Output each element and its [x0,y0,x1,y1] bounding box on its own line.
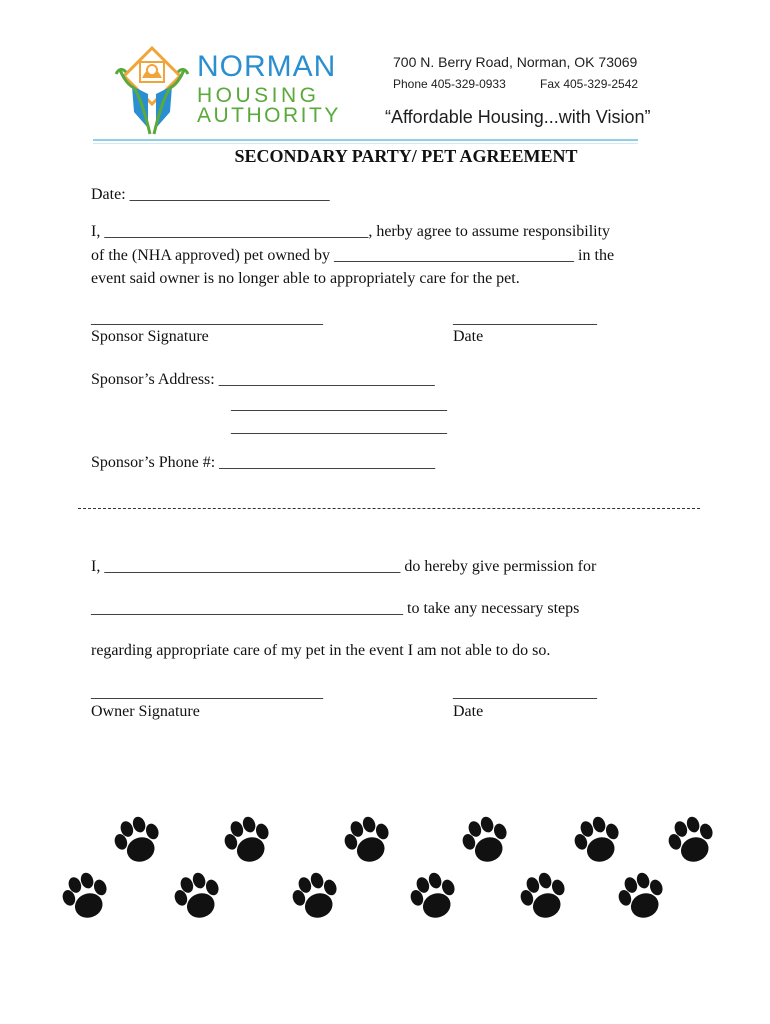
paw-print-icon [57,868,114,925]
owner-signature-field[interactable]: _____________________________ [91,684,323,701]
paw-print-icon [613,868,670,925]
sponsor-address-line2[interactable]: ___________________________ [231,396,447,413]
org-address: 700 N. Berry Road, Norman, OK 73069 [393,54,638,70]
owner-date-field[interactable]: __________________ [453,684,597,701]
paw-print-icon [515,868,572,925]
org-name-line2: HOUSING [197,84,320,107]
paw-print-icon [457,812,514,869]
org-name-line3: AUTHORITY [197,104,341,127]
nha-logo-icon [112,44,192,139]
header-divider-secondary [93,143,638,144]
sponsor-date-field[interactable]: __________________ [453,310,597,327]
responsibility-text-line3: event said owner is no longer able to appropriately care for the pet. [91,270,520,287]
paw-prints-decoration [0,800,770,940]
permission-text-line3: regarding appropriate care of my pet in the event I am not able to do so. [91,642,551,659]
owner-date-label: Date [453,703,484,720]
responsibility-text-line2[interactable]: of the (NHA approved) pet owned by ______________________________ in the [91,247,615,264]
paw-print-icon [109,812,166,869]
section-separator [78,508,700,509]
paw-print-icon [405,868,462,925]
sponsor-signature-label: Sponsor Signature [91,328,209,345]
permission-text-line1[interactable]: I, _____________________________________ do hereby give permission for [91,558,597,575]
paw-print-icon [219,812,276,869]
paw-print-icon [287,868,344,925]
org-tagline: “Affordable Housing...with Vision” [385,107,651,127]
paw-print-icon [663,812,720,869]
sponsor-address-field[interactable]: Sponsor’s Address: ___________________________ [91,371,435,388]
owner-signature-label: Owner Signature [91,703,200,720]
sponsor-signature-field[interactable]: _____________________________ [91,310,323,327]
page-title: SECONDARY PARTY/ PET AGREEMENT [234,146,578,166]
sponsor-date-label: Date [453,328,484,345]
org-fax: Fax 405-329-2542 [540,77,639,91]
paw-print-icon [169,868,226,925]
permission-text-line2[interactable]: _______________________________________ to take any necessary steps [91,600,580,617]
sponsor-phone-field[interactable]: Sponsor’s Phone #: ___________________________ [91,454,436,471]
header-divider [93,139,638,141]
org-phone: Phone 405-329-0933 [393,77,506,91]
paw-print-icon [339,812,396,869]
responsibility-text-line1[interactable]: I, _________________________________, herby agree to assume responsibility [91,223,611,240]
org-name-line1: NORMAN [197,50,337,83]
paw-print-icon [569,812,626,869]
sponsor-address-line3[interactable]: ___________________________ [231,419,447,436]
date-field[interactable]: Date: _________________________ [91,186,330,203]
